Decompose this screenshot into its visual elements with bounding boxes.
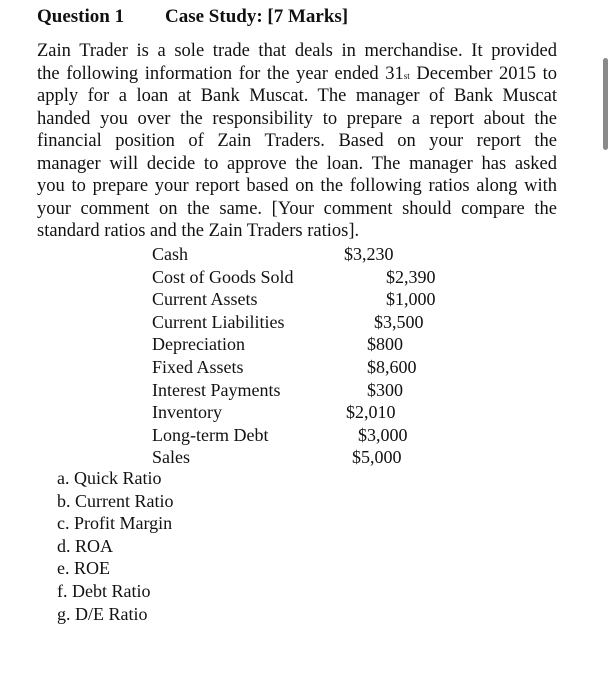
financial-row-current-assets <box>152 288 452 311</box>
ratio-item-profit-margin: c. Profit Margin <box>57 513 173 534</box>
question-heading <box>37 5 349 29</box>
financial-label: Current Assets <box>152 289 258 310</box>
financial-row-fixed-assets <box>152 356 452 379</box>
financial-row-sales <box>152 446 452 469</box>
date-ordinal-suffix: st <box>403 70 410 81</box>
financial-row-inventory <box>152 401 452 424</box>
financial-amount: $3,500 <box>374 311 424 332</box>
financial-row-interest-payments <box>152 379 452 402</box>
financial-amount: $800 <box>367 334 403 355</box>
vertical-scrollbar[interactable] <box>603 58 608 150</box>
ratio-item-quick: a. Quick Ratio <box>57 468 162 488</box>
paragraph-line: apply for a loan at Bank Muscat. The manager of Bank Muscat <box>37 86 557 106</box>
case-description <box>37 40 557 243</box>
paragraph-line-text: the following information for the year ended 31 <box>37 63 404 84</box>
financial-label: Inventory <box>152 402 222 423</box>
financial-row-depreciation <box>152 333 452 356</box>
paragraph-line: Zain Trader is a sole trade that deals in merchandise. It provided <box>37 41 557 61</box>
financial-row-cogs <box>152 266 452 289</box>
financial-label: Cash <box>152 244 188 264</box>
ratio-item-current: b. Current Ratio <box>57 490 174 511</box>
financial-amount: $5,000 <box>352 447 402 468</box>
paragraph-line: financial position of Zain Traders. Based on your report the <box>37 131 557 151</box>
financial-row-current-liabilities <box>152 311 452 334</box>
case-study-title: Case Study: [7 Marks] <box>165 6 349 27</box>
financial-amount: $8,600 <box>367 356 417 377</box>
financial-label: Current Liabilities <box>152 311 285 332</box>
paragraph-line: standard ratios and the Zain Traders ratios]. <box>37 221 360 241</box>
paragraph-line: you to prepare your report based on the following ratios along with <box>37 176 557 196</box>
ratio-item-de-ratio: g. D/E Ratio <box>57 603 148 624</box>
financial-row-cash <box>152 243 452 266</box>
financial-row-long-term-debt <box>152 424 452 447</box>
financial-label: Fixed Assets <box>152 356 244 377</box>
financial-amount: $1,000 <box>386 289 436 310</box>
ratio-item-roa: d. ROA <box>57 535 114 556</box>
paragraph-line-text: December 2015 to <box>409 63 557 84</box>
financial-label: Long-term Debt <box>152 424 269 445</box>
financial-amount: $3,230 <box>344 244 394 264</box>
financial-label: Interest Payments <box>152 379 281 400</box>
financial-label: Sales <box>152 447 190 468</box>
ratio-item-debt-ratio: f. Debt Ratio <box>57 580 151 601</box>
financial-amount: $2,010 <box>346 402 396 423</box>
financial-data-list <box>152 243 452 469</box>
ratio-item-roe: e. ROE <box>57 558 110 579</box>
paragraph-line: your comment on the same. [Your comment should compare the <box>37 198 557 219</box>
financial-amount: $2,390 <box>386 266 436 287</box>
financial-label: Depreciation <box>152 334 245 355</box>
paragraph-line: handed you over the responsibility to prepare a report about the <box>37 108 557 129</box>
paragraph-line: manager will decide to approve the loan. The manager has asked <box>37 153 557 174</box>
question-number: Question 1 <box>37 6 125 27</box>
ratio-list <box>57 467 173 625</box>
financial-label: Cost of Goods Sold <box>152 266 294 287</box>
financial-amount: $300 <box>367 379 403 400</box>
paragraph-line <box>37 63 557 86</box>
financial-amount: $3,000 <box>358 424 408 445</box>
